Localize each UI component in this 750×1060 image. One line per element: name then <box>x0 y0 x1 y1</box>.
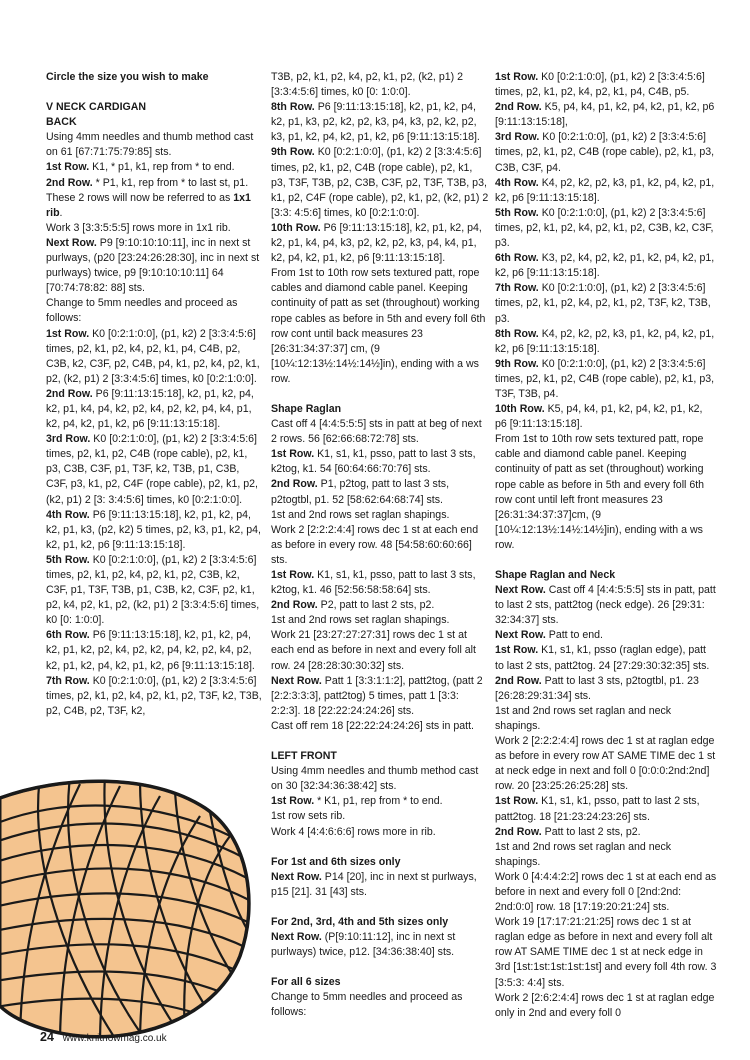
row-text: K0 [0:2:1:0:0], (p1, k2) 2 [3:3:4:5:6] times, p2, k1, p2, k4, p2, k1, p2, C3B, k2, C3F, p3. <box>495 206 714 250</box>
neck-note: 1st and 2nd rows set raglan and neck shapings. <box>495 840 672 868</box>
cast-on-text: Using 4mm needles and thumb method cast on 61 [67:71:75:79:85] sts. <box>46 131 254 159</box>
row-text: K0 [0:2:1:0:0], (p1, k2) 2 [3:3:4:5:6] times, p2, k1, p2, k4, p2, k1, p2, C3B, k2, C3F, p1, T3F, T3B, p1, C3B, k2, C3F, p2, k1, p2, k4, p2, k1, p2, (k2, p1) 2 [3:3:4:5:6] times, k0 [0: 1:0:0]. <box>46 553 260 627</box>
row-label: 1st Row. <box>271 569 315 581</box>
instruction-row <box>495 402 717 432</box>
rib-note <box>46 191 264 221</box>
size-heading: For all 6 sizes <box>271 976 341 989</box>
instruction-row <box>495 130 717 175</box>
instruction-row <box>46 176 264 191</box>
instruction-row <box>271 477 490 507</box>
instruction-row <box>495 70 717 100</box>
instruction-row <box>495 628 717 643</box>
row-label: 8th Row. <box>271 101 315 114</box>
instruction-row <box>46 553 264 628</box>
row-text: P14 [20], inc in next st purlways, p15 [21]. 31 [43] sts. <box>271 870 477 898</box>
row-text: These 2 rows will now be referred to as <box>46 191 234 204</box>
instruction-row <box>46 674 264 719</box>
raglan-note: 1st and 2nd rows set raglan shapings. <box>271 508 450 521</box>
instruction-row <box>46 628 264 673</box>
change-needles: Change to 5mm needles and proceed as follows: <box>271 991 463 1019</box>
instruction-row <box>46 236 264 296</box>
row-text: K0 [0:2:1:0:0], (p1, k2) 2 [3:3:4:5:6] times, p2, k1, p2, k4, p2, k1, p2, T3F, k2, T3B, p2, C4B, p2, T3F, k2, <box>46 674 262 717</box>
size-heading: For 2nd, 3rd, 4th and 5th sizes only <box>271 915 449 928</box>
instruction-row <box>495 251 717 281</box>
instruction-row <box>271 100 490 145</box>
row-label: 1st Row. <box>271 795 315 808</box>
row-label: 6th Row. <box>46 629 90 642</box>
row-label: 1st Row. <box>271 448 315 461</box>
row-label: 6th Row. <box>495 252 539 265</box>
instruction-row <box>271 447 490 477</box>
row-label: 2nd Row. <box>46 176 93 189</box>
instruction-row <box>271 794 490 809</box>
row-label: 8th Row. <box>495 327 539 340</box>
row-label: 5th Row. <box>495 206 539 219</box>
row-text: Patt to last 3 sts, p2togtbl, p1. 23 [26:28:29:31:34] sts. <box>495 674 699 702</box>
row-text: K1, s1, k1, psso (raglan edge), patt to last 2 sts, patt2tog. 24 [27:29:30:32:35] sts. <box>495 644 710 672</box>
continued-text: T3B, p2, k1, p2, k4, p2, k1, p2, (k2, p1) 2 [3:3:4:5:6] times, k0 [0: 1:0:0]. <box>271 71 463 99</box>
row-label: Next Row. <box>271 870 322 883</box>
row-label: 5th Row. <box>46 553 90 566</box>
pattern-sets-note: From 1st to 10th row sets textured patt, rope cable and diamond cable panel. Keeping continuity of patt as set (throughout) working rope cable as before in 5th and every foll 6th row cont until left front measures 23 [26:31:34:37:37]cm, (9 [10¼:12:13½:14½:14½]in), ending with a ws row. <box>495 433 705 551</box>
instruction-row <box>495 100 717 130</box>
instruction-row <box>271 870 490 900</box>
column-2 <box>271 70 490 1020</box>
instruction-row <box>46 160 264 175</box>
row-label: 2nd Row. <box>46 387 93 400</box>
instruction-row <box>495 583 717 628</box>
instruction-row <box>271 221 490 266</box>
pattern-title: V NECK CARDIGAN <box>46 101 147 114</box>
row-text: P1, p2tog, patt to last 3 sts, p2togtbl, p1. 52 [58:62:64:68:74] sts. <box>271 478 450 506</box>
instruction-row <box>495 206 717 251</box>
neck-work: Work 2 [2:6:2:4:4] rows dec 1 st at raglan edge only in 2nd and every foll 0 <box>495 991 715 1019</box>
instruction-row <box>495 825 717 840</box>
row-label: 2nd Row. <box>495 825 542 838</box>
instruction-row <box>495 281 717 326</box>
row-text: * P1, k1, rep from * to last st, p1. <box>92 176 249 189</box>
row-label: Next Row. <box>271 930 322 943</box>
row-text: * K1, p1, rep from * to end. <box>314 795 443 808</box>
row-label: 1st Row. <box>495 71 539 83</box>
page-footer <box>40 1030 167 1044</box>
instruction-row <box>46 508 264 553</box>
row-label: 1st Row. <box>46 161 90 174</box>
pattern-sets-note: From 1st to 10th row sets textured patt, rope cables and diamond cable panel. Keeping continuity of patt as set (throughout) working rope cables as before in 5th and every foll 6th row cont until back measures 23 [26:31:34:37:37] cm, (9 [10¼:12:13½:14½:14½]in), ending with a ws row. <box>271 267 486 385</box>
row-label: 9th Row. <box>271 146 315 159</box>
row-text: Patt 1 [3:3:1:1:2], patt2tog, (patt 2 [2:2:3:3:3], patt2tog) 5 times, patt 1 [3:3: 2:2:3]. 18 [22:22:24:24:26] sts. <box>271 674 483 717</box>
row-text: P6 [9:11:13:15:18], k2, p1, k2, p4, k2, p1, k4, p4, k2, p2, k4, p2, k2, p4, k4, p1, k2, p4, k2, p1, k2, p6 [9:11:13:15:18]. <box>46 387 254 431</box>
row-text: P9 [9:10:10:10:11], inc in next st purlways, (p20 [23:24:26:28:30], inc in next st purlways) twice, p9 [9:10:10:10:11] 64 [70:74:78:82: 88] sts. <box>46 236 260 295</box>
row-label: 7th Row. <box>46 674 90 687</box>
row-text: K1, s1, k1, psso, patt to last 2 sts, patt2tog. 18 [21:23:24:23:26] sts. <box>495 795 700 823</box>
instruction-row <box>271 145 490 220</box>
row-label: 10th Row. <box>495 403 545 416</box>
row-text: Patt to end. <box>545 629 603 642</box>
rib-note: 1st row sets rib. <box>271 810 346 823</box>
size-heading: For 1st and 6th sizes only <box>271 855 401 868</box>
neck-work: Work 2 [2:2:2:4:4] rows dec 1 st at raglan edge as before in every row AT SAME TIME dec 1 st at neck edge in next and foll 0 [0:0:0:2nd:2nd] row. 20 [23:25:26:25:28] sts. <box>495 735 716 793</box>
neck-work: Work 19 [17:17:21:21:25] rows dec 1 st at raglan edge as before in next and every foll alt row AT SAME TIME dec 1 st at neck edge in 3rd [1st:1st:1st:1st:1st] and every foll 4th row. 3 [3:5:3: 4:4] sts. <box>495 916 717 989</box>
row-label: Next Row. <box>271 674 322 687</box>
instruction-row <box>495 327 717 357</box>
change-needles: Change to 5mm needles and proceed as follows: <box>46 297 238 325</box>
row-text: K0 [0:2:1:0:0], (p1, k2) 2 [3:3:4:5:6] times, p2, k1, p2, C4B (rope cable), p2, k1, p3, T3F, T3B, p4. <box>495 357 715 400</box>
row-label: 1st Row. <box>46 327 90 340</box>
raglan-work: Work 21 [23:27:27:27:31] rows dec 1 st at each end as before in next and every foll alt row. 24 [28:28:30:30:32] sts. <box>271 629 476 672</box>
front-cast-on: Using 4mm needles and thumb method cast on 30 [32:34:36:38:42] sts. <box>271 765 479 793</box>
row-text: K4, p2, k2, p2, k3, p1, k2, p4, k2, p1, k2, p6 [9:11:13:15:18]. <box>495 327 715 355</box>
column-3 <box>495 70 717 1021</box>
row-label: 1x1 rib <box>46 191 251 219</box>
row-label: 7th Row. <box>495 282 539 295</box>
instruction-row <box>495 643 717 673</box>
row-label: 4th Row. <box>495 176 539 189</box>
row-label: 2nd Row. <box>271 599 318 612</box>
left-front-heading: LEFT FRONT <box>271 750 337 763</box>
row-text: . <box>59 206 63 219</box>
column-1 <box>46 70 264 719</box>
rib-work: Work 4 [4:4:6:6:6] rows more in rib. <box>271 825 436 838</box>
rib-work: Work 3 [3:3:5:5:5] rows more in 1x1 rib. <box>46 221 231 234</box>
instruction-row <box>46 327 264 387</box>
page-number: 24 <box>40 1030 54 1044</box>
row-label: 2nd Row. <box>271 478 318 491</box>
row-label: 10th Row. <box>271 221 321 234</box>
row-text: K0 [0:2:1:0:0], (p1, k2) 2 [3:3:4:5:6] times, p2, k1, p2, k4, p2, k1, p2, T3F, k2, T3B, p3. <box>495 282 711 325</box>
instruction-row <box>495 176 717 206</box>
instruction-row <box>271 674 490 719</box>
website-url[interactable]: www.knitnowmag.co.uk <box>62 1033 167 1044</box>
instruction-row <box>271 930 490 960</box>
row-label: 4th Row. <box>46 508 90 521</box>
instruction-row <box>271 568 490 598</box>
row-text: K0 [0:2:1:0:0], (p1, k2) 2 [3:3:4:5:6] times, p2, k1, p2, k4, p2, k1, p4, C4B, p5. <box>495 71 705 99</box>
neck-work: Work 0 [4:4:4:2:2] rows dec 1 st at each end as before in next and every foll 0 [2nd:2nd: 2nd:0:0] row. 18 [17:19:20:21:24] sts. <box>495 870 717 914</box>
row-label: 1st Row. <box>495 795 539 808</box>
row-text: Patt to last 2 sts, p2. <box>541 825 641 838</box>
row-text: K1, * p1, k1, rep from * to end. <box>89 161 235 174</box>
row-text: K1, s1, k1, psso, patt to last 3 sts, k2tog, k1. 46 [52:56:58:58:64] sts. <box>271 569 476 597</box>
row-text: K5, p4, k4, p1, k2, p4, k2, p1, k2, p6 [9:11:13:15:18], <box>495 101 715 129</box>
instruction-row <box>495 794 717 824</box>
row-text: P2, patt to last 2 sts, p2. <box>317 599 435 612</box>
row-text: K4, p2, k2, p2, k3, p1, k2, p4, k2, p1, k2, p6 [9:11:13:15:18]. <box>495 176 715 204</box>
row-label: 2nd Row. <box>495 674 542 687</box>
row-label: 9th Row. <box>495 357 539 370</box>
row-text: P6 [9:11:13:15:18], k2, p1, k2, p4, k2, p1, k2, p2, k4, p2, k2, p4, k2, p2, k4, p2, k2, p1, k2, p4, k2, p1, k2, p6 [9:11:13:15:18]. <box>46 629 255 672</box>
section-back-heading: BACK <box>46 116 77 129</box>
row-text: P6 [9:11:13:15:18], k2, p1, k2, p4, k2, p1, k3, p2, k2, p2, k3, p4, k3, p2, k2, p2, k3, p1, k2, p4, k2, p1, k2, p6 [9:11:13:15:18]. <box>271 101 480 144</box>
shape-neck-heading: Shape Raglan and Neck <box>495 569 616 581</box>
row-label: Next Row. <box>46 236 97 249</box>
raglan-cast-off: Cast off 4 [4:4:5:5:5] sts in patt at beg of next 2 rows. 56 [62:66:68:72:78] sts. <box>271 418 482 446</box>
row-text: P6 [9:11:13:15:18], k2, p1, k2, p4, k2, p1, k4, p4, k3, p2, k2, p2, k3, p4, k4, p1, k2, p4, k2, p1, k2, p6 [9:11:13:15:18]. <box>271 221 482 265</box>
instruction-row <box>495 357 717 402</box>
instruction-row <box>46 387 264 432</box>
instruction-row <box>495 674 717 704</box>
row-text: (P[9:10:11:12], inc in next st purlways) twice, p12. [34:36:38:40] sts. <box>271 930 456 959</box>
instruction-row <box>271 598 490 613</box>
row-text: K0 [0:2:1:0:0], (p1, k2) 2 [3:3:4:5:6] times, p2, k1, p2, k4, p2, k1, p4, C4B, p2, C3B, k2, C3F, p2, C4B, p4, k1, p2, k4, p2, k1, p2, (k2, p1) 2 [3:3:4:5:6] times, k0 [0:2:1:0:0]. <box>46 327 260 385</box>
row-label: 3rd Row. <box>495 131 540 144</box>
raglan-work: Work 2 [2:2:2:4:4] rows dec 1 st at each end as before in every row. 48 [54:58:60:60:66] sts. <box>271 523 479 566</box>
size-instruction: Circle the size you wish to make <box>46 71 209 83</box>
row-label: 1st Row. <box>495 644 539 657</box>
row-text: K1, s1, k1, psso, patt to last 3 sts, k2tog, k1. 54 [60:64:66:70:76] sts. <box>271 448 476 476</box>
instruction-row <box>46 432 264 507</box>
cast-off-text: Cast off rem 18 [22:22:24:24:26] sts in patt. <box>271 719 474 732</box>
raglan-note: 1st and 2nd rows set raglan shapings. <box>271 614 450 627</box>
shape-raglan-heading: Shape Raglan <box>271 402 342 415</box>
row-text: Cast off 4 [4:4:5:5:5] sts in patt, patt to last 2 sts, patt2tog (neck edge). 26 [29:31: 32:34:37] sts. <box>495 584 716 627</box>
row-text: K0 [0:2:1:0:0], (p1, k2) 2 [3:3:4:5:6] times, p2, k1, p2, C4B (rope cable), p2, k1, p3, C3B, C3F, p4. <box>495 131 715 174</box>
row-text: K3, p2, k4, p2, k2, p1, k2, p4, k2, p1, k2, p6 [9:11:13:15:18]. <box>495 252 715 280</box>
row-label: 3rd Row. <box>46 433 91 446</box>
row-label: Next Row. <box>495 584 546 597</box>
row-label: Next Row. <box>495 629 546 642</box>
yarn-ball-illustration <box>0 756 262 1042</box>
row-text: K0 [0:2:1:0:0], (p1, k2) 2 [3:3:4:5:6] times, p2, k1, p2, C4B (rope cable), p2, k1, p3, T3F, T3B, p2, C3B, C3F, p2, T3F, T3B, p3, k1, p2, C4F (rope cable), p2, k1, p2, (k2, p1) 2 [3:3: 4:5:6] times, k0 [0:2:1:0:0]. <box>271 146 489 219</box>
row-text: K5, p4, k4, p1, k2, p4, k2, p1, k2, p6 [9:11:13:15:18]. <box>495 403 703 431</box>
row-label: 2nd Row. <box>495 101 542 114</box>
neck-note: 1st and 2nd rows set raglan and neck shapings. <box>495 704 672 732</box>
row-text: P6 [9:11:13:15:18], k2, p1, k2, p4, k2, p1, k3, (p2, k2) 5 times, p2, k3, p1, k2, p4, k2, p1, k2, p6 [9:11:13:15:18]. <box>46 508 261 551</box>
row-text: K0 [0:2:1:0:0], (p1, k2) 2 [3:3:4:5:6] times, p2, k1, p2, C4B (rope cable), p2, k1, p3, C3B, C3F, p1, T3F, k2, T3B, p1, C3B, C3F, p3, k1, p2, C4F (rope cable), p2, k1, p2, (k2, p1) 2 [3: 3:4:5:6] times, k0 [0:2:1:0:0]. <box>46 433 258 506</box>
